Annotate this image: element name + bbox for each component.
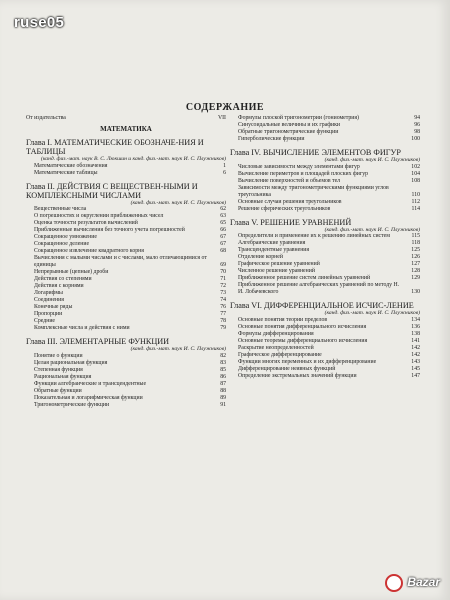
entry-title: Трансцендентные уравнения: [238, 247, 310, 254]
toc-entry: [34, 311, 226, 318]
toc-entry: [238, 171, 420, 178]
toc-entry: [34, 163, 226, 170]
entry-title: Функции многих переменных и их дифференцирование: [238, 358, 377, 365]
toc-entry: От издательства VII: [26, 115, 226, 121]
chapter-authors: (канд. физ.-мат. наук И. С. Плужников): [130, 199, 226, 206]
entry-title: Соединения: [34, 297, 64, 304]
entry-page: 62: [220, 206, 226, 213]
entry-page: 142: [411, 351, 420, 358]
entry-title: Конечные ряды: [34, 304, 73, 311]
entry-page: 66: [220, 227, 226, 234]
entry-page: 129: [411, 275, 420, 282]
entry-title: Приближенное решение алгебраических уравнений по методу Н. И. Лобачевского: [238, 282, 400, 296]
toc-entry: [238, 345, 420, 352]
chapter-heading: Глава IV. ВЫЧИСЛЕНИЕ ЭЛЕМЕНТОВ ФИГУР: [230, 148, 401, 157]
entry-page: 141: [411, 337, 420, 344]
entry-title: Логарифмы: [34, 290, 63, 297]
entry-title: Показательная и логарифмическая функции: [34, 394, 143, 401]
bazar-watermark: Bazar: [385, 574, 440, 592]
chapter-authors: (канд. физ.-мат. наук В. С. Люкшин и канд. физ.-мат. наук И. С. Плужников): [40, 156, 226, 162]
entry-page: 143: [411, 358, 420, 365]
toc-entry: [238, 122, 420, 129]
toc-entry: [34, 255, 226, 269]
entry-title: Гиперболические функции: [238, 136, 305, 142]
toc-entry: [238, 136, 420, 143]
entry-title: Комплексные числа и действия с ними: [34, 325, 130, 332]
entry-page: 98: [414, 129, 420, 135]
entry-title: Вычисления с малыми числами и с числами, мало отличающимися от единицы: [34, 255, 207, 269]
toc-entry: [34, 395, 226, 402]
entry-page: 71: [220, 276, 226, 283]
toc-entry: [34, 367, 226, 374]
entry-title: Алгебраические уравнения: [238, 240, 306, 247]
entry-title: Целая рациональная функция: [34, 359, 108, 366]
entry-title: Основные случаи решения треугольников: [238, 198, 342, 205]
chapter-heading: Глава II. ДЕЙСТВИЯ С ВЕЩЕСТВЕН-НЫМИ И КОМПЛЕКСНЫМИ ЧИСЛАМИ: [26, 181, 198, 200]
entry-page: 125: [411, 247, 420, 254]
entry-page: 110: [411, 191, 420, 198]
toc-entry: [238, 282, 420, 296]
toc-entry: [34, 241, 226, 248]
entry-page: 67: [220, 234, 226, 241]
entry-title: Формулы дифференцирования: [238, 330, 314, 337]
chapter-heading: Глава III. ЭЛЕМЕНТАРНЫЕ ФУНКЦИИ: [26, 337, 170, 347]
entry-page: 130: [411, 289, 420, 296]
entry-page: 74: [220, 297, 226, 304]
section-heading: МАТЕМАТИКА: [100, 125, 152, 133]
entry-page: 77: [220, 311, 226, 318]
brand-watermark: ruse05: [14, 14, 65, 31]
entry-page: 134: [411, 316, 420, 323]
entry-page: 73: [220, 290, 226, 297]
entry-page: 6: [223, 169, 226, 176]
entry-page: 76: [220, 304, 226, 311]
chapter-authors: (канд. физ.-мат. наук И. С. Плужников): [324, 226, 420, 233]
entry-title: Зависимости между тригонометрическими функциями углов треугольника: [238, 184, 389, 198]
toc-entry: [34, 388, 226, 395]
entry-title: Математические таблицы: [34, 169, 98, 176]
entry-title: Формулы плоской тригонометрии (гониометрия): [238, 115, 359, 121]
toc-entry: [238, 129, 420, 136]
chapter-4: [230, 148, 420, 213]
entry-page: 1: [223, 162, 226, 169]
entry-title: Синусоидальные величины и их графики: [238, 122, 341, 128]
toc-entry: [34, 227, 226, 234]
entry-page: 128: [411, 268, 420, 275]
entry-title: Определители и применение их к решению линейных систем: [238, 233, 390, 240]
entry-title: Сокращенное умножение: [34, 234, 97, 241]
entry-title: Вычисление поверхностей и объемов тел: [238, 177, 341, 184]
entry-page: 142: [411, 344, 420, 351]
chapter-1: [26, 138, 226, 177]
entry-page: 78: [220, 318, 226, 325]
entry-page: 127: [411, 261, 420, 268]
entry-page: 67: [220, 241, 226, 248]
entry-title: О погрешностях и округлении приближенных чисел: [34, 213, 164, 220]
chapter-heading: Глава V. РЕШЕНИЕ УРАВНЕНИЙ: [230, 217, 352, 227]
entry-title: Оценка точности результатов вычислений: [34, 220, 138, 227]
entry-page: 89: [220, 394, 226, 401]
toc-entry: [238, 324, 420, 331]
chapter-heading: Глава I. МАТЕМАТИЧЕСКИЕ ОБОЗНАЧЕ-НИЯ И ТАБЛИЦЫ: [26, 138, 204, 156]
chapter-5: [230, 218, 420, 297]
entry-page: 87: [220, 380, 226, 387]
entry-page: 108: [411, 177, 420, 184]
entry-page: 70: [220, 269, 226, 276]
toc-right-column: [230, 115, 420, 380]
entry-page: 100: [411, 136, 420, 142]
chapter-authors: (канд. физ.-мат. наук И. С. Плужников): [130, 346, 226, 353]
entry-page: 68: [220, 248, 226, 255]
chapter-2: [26, 182, 226, 333]
toc-entry: [34, 374, 226, 381]
bazar-logo-icon: [385, 574, 403, 592]
toc-entry: [34, 360, 226, 367]
chapter-6: [230, 301, 420, 380]
toc-entry: [238, 178, 420, 185]
entry-title: Средние: [34, 318, 55, 325]
entry-title: Обратные функции: [34, 387, 82, 394]
entry-page: 136: [411, 323, 420, 330]
toc-entry: [238, 240, 420, 247]
entry-title: Степенная функция: [34, 366, 83, 373]
entry-title: Графическое решение уравнений: [238, 261, 320, 268]
entry-title: Основные понятия теории пределов: [238, 316, 328, 323]
entry-page: 85: [220, 366, 226, 373]
entry-page: 63: [220, 213, 226, 220]
toc-left-column: [26, 115, 226, 409]
toc-entry: [238, 373, 420, 380]
entry-page: 114: [411, 205, 420, 212]
entry-title: Основные понятия дифференциального исчисления: [238, 323, 367, 330]
entry-title: Сокращенное извлечение квадратного корня: [34, 248, 144, 255]
entry-title: Дифференцирование неявных функций: [238, 365, 336, 372]
page-title: СОДЕРЖАНИЕ: [185, 102, 265, 113]
entry-title: Сокращенное деление: [34, 241, 90, 248]
entry-page: 72: [220, 283, 226, 290]
toc-entry: [238, 359, 420, 366]
entry-page: 138: [411, 330, 420, 337]
toc-entry: [238, 206, 420, 213]
entry-title: Отделение корней: [238, 254, 283, 261]
chapter-heading: Глава VI. ДИФФЕРЕНЦИАЛЬНОЕ ИСЧИС-ЛЕНИЕ: [230, 301, 414, 311]
entry-page: 94: [414, 115, 420, 121]
entry-title: Пропорции: [34, 311, 63, 318]
entry-title: Непрерывные (цепные) дроби: [34, 269, 109, 276]
toc-entry: [34, 248, 226, 255]
entry-page: 88: [220, 387, 226, 394]
toc-entry: [238, 338, 420, 345]
entry-title: Числовые зависимости между элементами фигур: [238, 163, 360, 170]
entry-title: Вычисление периметров и площадей плоских фигур: [238, 170, 369, 177]
entry-title: Вещественные числа: [34, 206, 87, 213]
toc-entry: [238, 199, 420, 206]
entry-page: 79: [220, 325, 226, 332]
chapter-3: [26, 337, 226, 409]
toc-entry: [238, 331, 420, 338]
entry-title: Раскрытие неопределенностей: [238, 344, 314, 351]
entry-title: Обратные тригонометрические функции: [238, 129, 339, 135]
entry-page: 91: [220, 401, 226, 408]
toc-entry: [34, 290, 226, 297]
entry-title: Рациональная функция: [34, 373, 92, 380]
entry-page: 118: [411, 240, 420, 247]
entry-page: 102: [411, 163, 420, 170]
entry-page: 96: [414, 122, 420, 128]
entry-page: 126: [411, 254, 420, 261]
entry-page: 69: [220, 262, 226, 269]
toc-entry: [34, 304, 226, 311]
entry-title: Функции алгебраические и трансцендентные: [34, 380, 147, 387]
entry-page: 115: [411, 233, 420, 240]
toc-entry: [34, 381, 226, 388]
entry-title: Приближенное решение систем линейных уравнений: [238, 275, 371, 282]
toc-entry: [238, 164, 420, 171]
toc-entry: [238, 115, 420, 122]
entry-title: Действия со степенями: [34, 276, 92, 283]
entry-title: Действия с корнями: [34, 283, 84, 290]
entry-page: 82: [220, 352, 226, 359]
toc-entry: [34, 170, 226, 177]
entry-page: 104: [411, 170, 420, 177]
toc-entry: [34, 297, 226, 304]
chapter-authors: (канд. физ.-мат. наук И. С. Плужников): [324, 157, 420, 163]
entry-title: Тригонометрические функции: [34, 401, 110, 408]
toc-entry: [238, 366, 420, 373]
entry-title: Численное решение уравнений: [238, 268, 315, 275]
toc-entry: [34, 353, 226, 360]
toc-entry: [238, 352, 420, 359]
entry-title: Графическое дифференцирование: [238, 351, 322, 358]
toc-entry: [238, 185, 420, 199]
entry-page: 83: [220, 359, 226, 366]
entry-page: 65: [220, 220, 226, 227]
toc-entry: [238, 317, 420, 324]
entry-title: Приближенные вычисления без точного учета погрешностей: [34, 227, 185, 234]
entry-title: Математические обозначения: [34, 162, 108, 169]
toc-entry: [34, 234, 226, 241]
entry-title: Определение экстремальных значений функции: [238, 372, 357, 379]
entry-page: 112: [411, 198, 420, 205]
entry-title: Основные теоремы дифференциального исчисления: [238, 337, 368, 344]
entry-title: Решение сферических треугольников: [238, 205, 331, 212]
toc-entry: [34, 402, 226, 409]
entry-page: 145: [411, 365, 420, 372]
entry-page: 147: [411, 372, 420, 379]
toc-entry: [34, 325, 226, 332]
chapter-authors: (канд. физ.-мат. наук И. С. Плужников): [324, 310, 420, 317]
entry-title: Понятие о функции: [34, 352, 83, 359]
entry-page: 86: [220, 373, 226, 380]
